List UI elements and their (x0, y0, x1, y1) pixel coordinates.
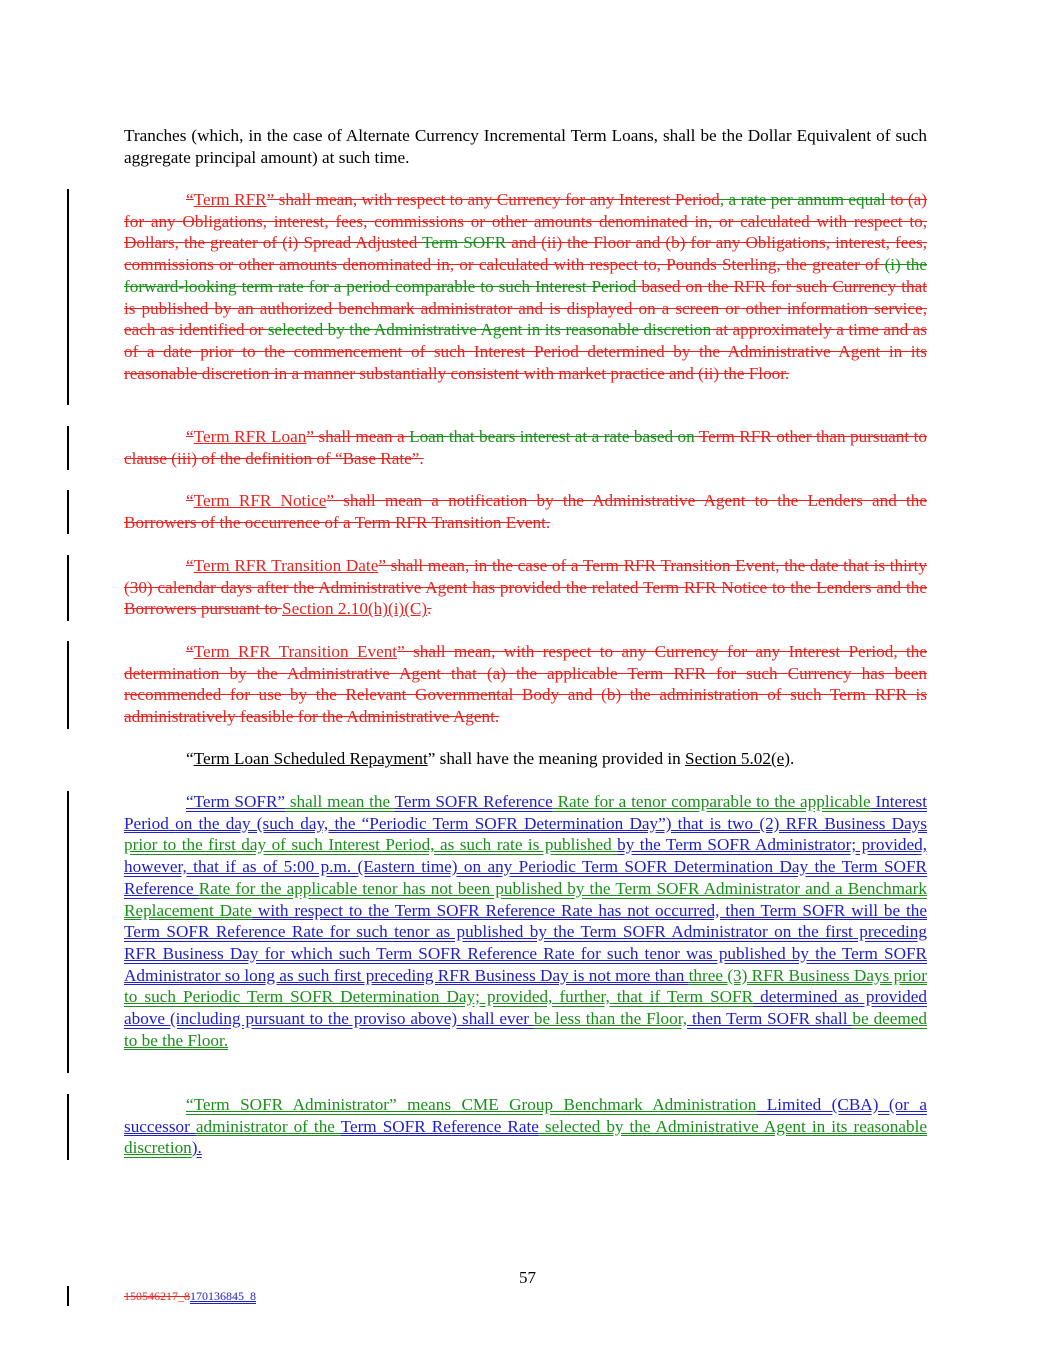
inserted-text: “Term SOFR” (186, 792, 286, 811)
deleted-text: based on the RFR for such Currency that is published by an authorized benchmark administrator and is displayed on a screen or other information service, each as identified or (124, 276, 927, 340)
inserted-text: Interest Period (124, 792, 928, 833)
deleted-doc-id: 150546217_8 (124, 1289, 190, 1303)
moved-text: Term SOFR (422, 233, 507, 253)
inserted-text: by the Term SOFR Administrator; provided, however, that if as of 5:00 p.m. (Eastern time) on any Periodic Term SOFR Determination Day the Term SOFR Reference (124, 835, 927, 898)
moved-in-text: the applicable (774, 792, 871, 811)
defined-term: Term RFR Notice (193, 491, 327, 510)
page-number: 57 (519, 1268, 536, 1287)
definition-term-sofr (124, 791, 927, 1051)
moved-in-text: Benchmark Replacement Date (124, 878, 927, 920)
inserted-text: ). (191, 1138, 202, 1158)
moved-text: selected by the Administrative Agent in its reasonable discretion (267, 320, 712, 340)
change-bar (67, 1286, 69, 1306)
moved-in-text: shall mean the (285, 792, 395, 811)
moved-in-text: administrator of the (195, 1116, 341, 1136)
inserted-doc-id: 170136845_8 (190, 1289, 256, 1303)
deleted-text: “ (186, 190, 194, 209)
definition-term-rfr-transition-date (124, 555, 927, 620)
moved-text: (i) the forward-looking term rate for a period comparable to such (124, 255, 927, 296)
inserted-text: on the day (such day, the “Periodic Term SOFR Determination Day”) that is two (2) RFR Business Days (175, 813, 927, 833)
deleted-text: and (ii) the Floor and (b) for any Obligations, interest, fees, commissions or other amounts denominated in, or calculated with respect to, Pounds Sterling, the greater of (124, 233, 927, 275)
change-bar (67, 490, 69, 534)
defined-term: Term RFR (193, 190, 267, 209)
moved-in-text: Rate for a tenor comparable to (552, 792, 775, 811)
change-bar (67, 791, 69, 1073)
deleted-text: Term RFR other than pursuant to clause (iii) of the definition of “Base Rate”. (124, 427, 927, 468)
definition-term-loan-scheduled-repayment (124, 748, 927, 770)
defined-term: Term RFR Transition Date (193, 556, 379, 575)
inserted-text: then Term SOFR shall (687, 1009, 853, 1029)
moved-text: Loan that bears interest at a rate based on (409, 427, 695, 446)
definition-term-rfr-transition-event (124, 641, 927, 728)
moved-text: Interest Period (535, 276, 637, 296)
deleted-text: ” shall mean, in the case of a Term RFR Transition Event, the date that is thirty (30) calendar days after the Administrative Agent has provided the related Term RFR Notice to the Lenders and the Borrowers pursuant to (124, 556, 927, 619)
moved-in-text: prior to the first day of such Interest Period, as such rate is published (124, 835, 618, 855)
deleted-text: at approximately a time and as of a date prior to the commencement of such Interest Period determined by the Administrative Agent in its reasonable discretion in a manner substantially consistent with market practice and (ii) the Floor. (124, 320, 927, 383)
definition-term-rfr-loan (124, 426, 927, 469)
moved-in-text: Rate for the applicable tenor has not been published by the Term SOFR Administrator and a (198, 878, 848, 898)
definition-text: ” shall have the meaning provided in (427, 749, 686, 768)
definition-term-sofr-administrator (124, 1094, 927, 1159)
definition-text: . (790, 749, 795, 768)
section-reference: Section 2.10(h)(i)(C) (282, 599, 428, 619)
document-id (124, 1289, 256, 1304)
defined-term: Term RFR Transition Event (193, 642, 398, 661)
deleted-text: “ (186, 427, 194, 446)
change-bar (67, 426, 69, 470)
change-bar (67, 555, 69, 621)
paragraph-text: Tranches (which, in the case of Alternate Currency Incremental Term Loans, shall be the Dollar Equivalent of such aggregate principal amount) at such time. (124, 126, 927, 167)
change-bar (67, 189, 69, 405)
paragraph-tranches (124, 125, 927, 168)
moved-in-text: three (3) RFR Business Days prior to such Periodic Term SOFR Determination Day; provided, further, that if Term SOFR (124, 965, 927, 1007)
moved-in-text: “Term SOFR Administrator” means CME Group (186, 1095, 564, 1114)
deleted-text: “ (186, 556, 194, 575)
defined-term: Term Loan Scheduled Repayment (193, 749, 428, 768)
deleted-text: “ (186, 491, 194, 510)
section-reference: Section 5.02(e) (685, 749, 791, 768)
inserted-text: Term SOFR Reference Rate (340, 1116, 539, 1136)
change-bar (67, 1094, 69, 1160)
deleted-text: ” shall mean, with respect to any Currency for any Interest Period (266, 190, 720, 209)
inserted-text: with respect to the Term SOFR Reference Rate has not occurred, then Term SOFR will be the Term SOFR Reference Rate for such tenor as published by the Term SOFR Administrator on the first preceding RFR Business Day for which such Term SOFR Reference Rate for such tenor was published by the Term SOFR Administrator so long as such first preceding RFR Business Day is not more than (124, 900, 927, 985)
deleted-text: to (a) for any Obligations, interest, fees, commissions or other amounts denominated in, or calculated with respect to, Dollars, the greater of (i) Spread Adjusted (124, 190, 928, 253)
deleted-text: ” shall mean a (306, 427, 410, 446)
moved-text: , a rate per annum equal (719, 190, 891, 209)
moved-in-text: be less than the Floor, (533, 1009, 688, 1029)
deleted-text: ” shall mean a notification by the Administrative Agent to the Lenders and the Borrowers of the occurrence of a Term RFR Transition Event. (124, 491, 927, 532)
inserted-text: Limited (CBA) (or a successor (124, 1095, 927, 1136)
deleted-text: . (427, 599, 432, 619)
definition-term-rfr (124, 189, 927, 384)
moved-in-text: Benchmark Administration (563, 1095, 757, 1114)
deleted-text: ” shall mean, with respect to any Currency for any Interest Period, the determination by the Administrative Agent that (a) the applicable Term RFR for such Currency has been recommended for use by the Relevant Governmental Body and (b) the administration of such Term RFR is administratively feasible for the Administrative Agent. (124, 642, 928, 727)
change-bar (67, 641, 69, 729)
definition-term-rfr-notice (124, 490, 927, 533)
inserted-text: Term SOFR Reference (394, 792, 553, 811)
moved-in-text: be deemed to be the Floor. (124, 1009, 928, 1050)
deleted-text: “ (186, 642, 194, 661)
defined-term: Term RFR Loan (193, 427, 307, 446)
quote-mark: “ (186, 749, 194, 768)
inserted-text: determined as provided above (including pursuant to the proviso above) shall ever (124, 987, 927, 1029)
moved-in-text: selected by the Administrative Agent in its reasonable discretion (124, 1116, 927, 1158)
